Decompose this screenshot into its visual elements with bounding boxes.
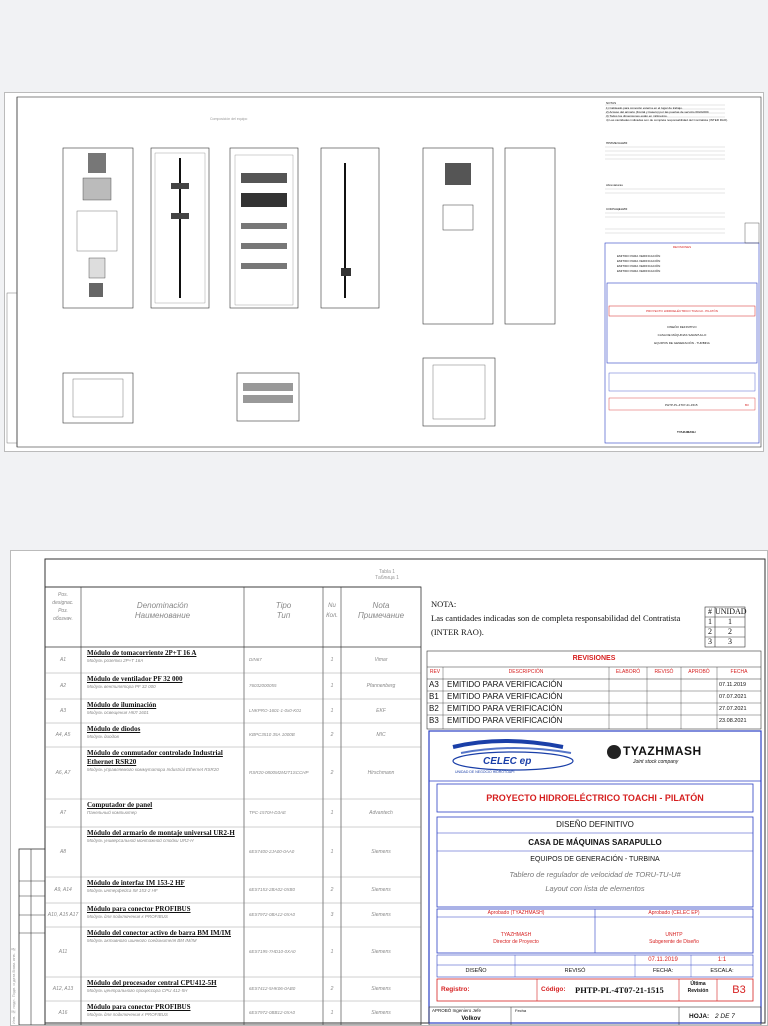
header-note: Nota Примечание (357, 601, 405, 620)
row-4-qty: 2 (330, 770, 334, 776)
row-5-name-ru: Панельный компьютер (87, 810, 137, 815)
row-7-qty: 2 (330, 887, 334, 893)
hoja-value: 2 DE 7 (715, 1013, 735, 1020)
row-10-pos: A12, A13 (52, 986, 74, 992)
row-6-name-ru: Модуль универсальной монтажной стойки UR2-H (87, 838, 194, 843)
rev-row-2-rev: B2 (429, 704, 439, 713)
row-7-pos: A9, A14 (54, 887, 72, 893)
equipment-small: EQUIPOS DE GENERACIÓN - TURBINA (654, 341, 710, 345)
drawing-desc-2: Layout con lista de elementos (545, 884, 645, 893)
tyazhmash-emblem-icon (607, 745, 621, 759)
row-7-note: Siemens (371, 887, 391, 893)
row-4-name-cell (87, 749, 241, 773)
row-0-type: DIN67 (249, 657, 262, 662)
house-name: CASA DE MÁQUINAS SARAPULLO (528, 838, 662, 847)
celec-logo-text: CELEC ep (483, 756, 532, 767)
unidad-header: UNIDAD (715, 607, 747, 616)
row-10-name-ru: Модуль центрального процессора CPU 412-5H (87, 988, 188, 993)
nota-text: Las cantidades indicadas son de completa responsabilidad del Contratista (INTER RAO). (431, 613, 681, 637)
revision-label: Revisión (687, 988, 709, 994)
row-4-note: Hirschmann (367, 770, 395, 776)
drawing-code: PHTP-PL-4T07-21-1515 (575, 985, 664, 995)
row-3-pos: A4, A5 (55, 732, 71, 738)
nota-block (431, 597, 701, 639)
rev-row-2-desc: EMITIDO PARA VERIFICACIÓN (447, 704, 563, 713)
codigo-label: Código: (541, 986, 566, 993)
row-6-name: Módulo del armario de montaje universal UR2-H (87, 829, 235, 837)
rev-row-1-date: 07.07.2021 (719, 694, 747, 700)
project-title-small: PROYECTO HIDROELÉCTRICO TOACHI - PILATÓN (646, 309, 718, 313)
row-8-note: Siemens (371, 912, 391, 918)
celec-logo (443, 737, 583, 777)
row-4-pos: A6, A7 (55, 770, 71, 776)
label-design: DISEÑO (465, 968, 487, 974)
row-3-name-cell (87, 725, 241, 740)
row-10-type: 6ES7412-5HK06-0AB0 (249, 986, 296, 991)
header-pos: Pos. designac. Poз. обознач. (52, 592, 74, 622)
notes-heading: NOTAS (606, 101, 617, 105)
notes-line-4: 4) Las cantidades indicadas son de completa responsabilidad del Contratista (INTER RAO). (606, 118, 729, 122)
table-label (357, 569, 417, 581)
table-label-es: Tabla 1 (378, 569, 396, 575)
row-11-pos: A16 (58, 1010, 68, 1016)
row-2-name-cell (87, 701, 241, 716)
revisiones-title: REVISIONES (572, 655, 616, 662)
equipment-name: EQUIPOS DE GENERACIÓN - TURBINA (530, 856, 660, 863)
row-4-name: Módulo de conmutador controlado Industrial Ethernet RSR20 (87, 749, 223, 766)
row-1-name: Módulo de ventilador PF 32 000 (87, 675, 183, 683)
composition-label: Composición del equipo (210, 117, 248, 121)
row-10-note: Siemens (371, 986, 391, 992)
tyazhmash-logo (605, 743, 755, 775)
row-2-name-ru: Модуль освещения НКЛ 1601 (87, 710, 149, 715)
row-10-qty: 2 (330, 986, 334, 992)
row-6-note: Siemens (371, 849, 391, 855)
rev-row-1-desc: EMITIDO PARA VERIFICACIÓN (447, 692, 563, 701)
tyazhmash-logo-text: TYAZHMASH (623, 744, 702, 758)
notes-line-3: 3) Todos los dimensiones están en milímetros. (606, 114, 668, 118)
rev-col-fecha: FECHA (730, 669, 748, 675)
row-5-note: Advantech (369, 810, 393, 816)
rev-row-0-rev: A3 (429, 680, 439, 689)
design-phase: DISEÑO DEFINITIVO (556, 820, 634, 829)
row-9-pos: A11 (58, 949, 68, 955)
ultima-label: Última (690, 981, 706, 987)
rev-row-1-rev: B1 (429, 692, 439, 701)
header-qty: Nu Кол. (326, 603, 338, 619)
rev-row-3-date: 23.08.2021 (719, 718, 747, 724)
row-3-qty: 2 (330, 732, 334, 738)
rev-col-desc: DESCRIPCIÓN (508, 669, 544, 675)
company-right: UNHTP (665, 932, 683, 938)
row-11-type: 6ES7972-0BB12-0XA0 (249, 1010, 296, 1015)
approved-by-name: Volkov (461, 1016, 481, 1022)
date-value: 07.11.2019 (648, 957, 678, 963)
row-5-type: TPC-1570H-D3AE (249, 810, 287, 815)
row-2-name: Módulo de iluminación (87, 701, 157, 709)
revision-small-3: EMITIDO PARA VERIFICACIÓN (617, 264, 661, 268)
drawing-desc-1: Tablero de regulador de velocidad de TORU-TU-U# (509, 870, 681, 879)
revision-code: B3 (732, 984, 746, 996)
row-8-name-cell (87, 905, 241, 920)
row-8-name-ru: Модуль для подключения к PROFIBUS (87, 914, 168, 919)
row-6-qty: 1 (330, 849, 334, 855)
project-title: PROYECTO HIDROELÉCTRICO TOACHI - PILATÓN (486, 793, 704, 803)
table-label-ru: Таблица 1 (375, 575, 399, 581)
hoja-label: HOJA: (689, 1013, 710, 1020)
header-type: Tipo Тип (275, 601, 292, 620)
rev-col-rev: REV (429, 669, 441, 675)
company-left: TYAZHMASH (500, 932, 532, 938)
brand-small: TYAZHMASH (677, 430, 696, 434)
approved-left-label: Aprobado (TYAZHMASH) (487, 910, 545, 916)
revision-small-1: EMITIDO PARA VERIFICACIÓN (617, 254, 661, 258)
row-3-name: Módulo de diodos (87, 725, 141, 733)
unidad-row-3-num: 3 (708, 637, 712, 646)
rev-row-3-rev: B3 (429, 716, 439, 725)
fecha-small-label: Fecha (515, 1008, 527, 1013)
row-8-name: Módulo para conector PROFIBUS (87, 905, 191, 913)
row-9-qty: 1 (330, 949, 334, 955)
row-1-type: 76032000055 (249, 683, 277, 688)
row-9-type: 6ES7195-7HD10-0XA0 (249, 949, 296, 954)
row-1-qty: 1 (330, 683, 334, 689)
row-0-note: Vimar (374, 657, 388, 663)
design-small: DISEÑO DEFINITIVO (667, 325, 697, 329)
row-7-name-cell (87, 879, 241, 894)
row-11-note: Siemens (371, 1010, 391, 1016)
row-0-name-ru: Модуль розетки 2P+T 16А (87, 658, 144, 663)
rev-col-elaboro: ELABORÓ (615, 669, 641, 675)
unidad-row-3-val: 3 (728, 637, 732, 646)
row-8-type: 6ES7972-0BA12-0XA0 (249, 912, 296, 917)
row-8-pos: A10, A15 A17 (47, 912, 79, 918)
rev-row-0-date: 07.11.2019 (719, 682, 747, 688)
drawing-sheet-detail (10, 550, 768, 1026)
unidad-row-2-val: 2 (728, 627, 732, 636)
row-11-name-cell (87, 1003, 241, 1018)
approved-right-label: Aprobado (CELEC EP) (648, 910, 700, 916)
row-6-type: 6ES7400-2JA00-0AA0 (249, 849, 295, 854)
row-0-name: Módulo de tomacorriente 2P+T 16 A (87, 649, 197, 657)
approved-by-label: APROBÓ Ingeniero Jefe (432, 1008, 482, 1013)
row-10-name-cell (87, 979, 241, 994)
row-0-pos: A1 (59, 657, 67, 663)
rev-col-reviso: REVISÓ (654, 669, 674, 675)
row-11-qty: 1 (330, 1010, 334, 1016)
row-2-pos: A3 (59, 708, 67, 714)
row-1-name-ru: Модуль вентилятора PF 32 000 (87, 684, 156, 689)
row-1-pos: A2 (59, 683, 67, 689)
notes-line-1: 1) Cableado para conexión externa en el lugar de trabajo. (606, 106, 683, 110)
revisions-title-small: REVISIONES (672, 245, 692, 249)
revision-small-4: EMITIDO PARA VERIFICACIÓN (617, 269, 661, 273)
row-1-name-cell (87, 675, 241, 690)
notes-heading-ru: ПРИМЕЧАНИЯ (606, 141, 628, 145)
label-review: REVISÓ (564, 968, 586, 974)
row-7-type: 6ES7153-2BA02-0XB0 (249, 887, 296, 892)
revision-code-small: B3 (745, 403, 749, 407)
row-11-name-ru: Модуль для подключения к PROFIBUS (87, 1012, 168, 1017)
unidad-hash: # (708, 607, 712, 616)
row-4-type: RSR20-0800M2M2T1SCCHP (249, 770, 309, 775)
row-5-qty: 1 (330, 810, 334, 816)
tyazhmash-logo-sub: Joint stock company (633, 759, 679, 765)
row-7-name: Módulo de interfaz IM 153-2 HF (87, 879, 185, 887)
role-left: Director de Proyecto (493, 939, 539, 945)
row-4-name-ru: Модуль управляемого коммутатора Industrial Ethernet RSR20 (87, 767, 219, 772)
row-0-name-cell (87, 649, 241, 664)
notes-line-2: 2) Acceso del armario (frontal y trasero) por las puertas de servicio 00x0x000. (606, 110, 710, 114)
registro-label: Registro: (441, 986, 470, 993)
row-0-qty: 1 (330, 657, 334, 663)
label-date: FECHA: (652, 968, 674, 974)
row-8-qty: 3 (330, 912, 334, 918)
abbreviations-heading-ru: СОКРАЩЕНИЯ (606, 207, 628, 211)
row-5-name-cell (87, 801, 241, 816)
row-5-pos: A7 (59, 810, 67, 816)
unidad-row-2-num: 2 (708, 627, 712, 636)
row-3-note: MIC (376, 732, 386, 738)
row-2-note: EKF (376, 708, 386, 714)
row-11-name: Módulo para conector PROFIBUS (87, 1003, 191, 1011)
rev-row-0-desc: EMITIDO PARA VERIFICACIÓN (447, 680, 563, 689)
row-2-type: LNKPRO-1601-1-0x0-K01 (249, 708, 302, 713)
label-scale: ESCALA: (710, 968, 734, 974)
rev-col-aprobo: APROBÓ (688, 669, 710, 675)
row-5-name: Computador de panel (87, 801, 153, 809)
row-9-name: Módulo del conector activo de barra BM IM/IM (87, 929, 231, 937)
row-10-name: Módulo del procesador central CPU412-5H (87, 979, 217, 987)
code-small: PHTP-PL-4T07-21-1515 (665, 403, 698, 407)
header-name: Denominación Наименование (134, 601, 191, 620)
row-3-name-ru: Модуль диодов (87, 734, 119, 739)
unidad-row-1-val: 1 (728, 617, 732, 626)
rev-row-3-desc: EMITIDO PARA VERIFICACIÓN (447, 716, 563, 725)
rev-row-2-date: 27.07.2021 (719, 706, 747, 712)
row-7-name-ru: Модуль интерфейса IM 153-2 HF (87, 888, 158, 893)
row-6-pos: A8 (59, 849, 67, 855)
drawing-sheet-overview (4, 92, 764, 452)
unidad-row-1-num: 1 (708, 617, 712, 626)
row-3-type: KBPC3510 35А 1000В (249, 732, 295, 737)
row-1-note: Pfannenberg (366, 683, 396, 689)
row-6-name-cell (87, 829, 241, 844)
left-stamp-text: Инв. № подл. Подп. и дата Взам. инв. № (11, 947, 16, 1024)
house-small: CASA DE MÁQUINAS SARAPULLO (657, 333, 707, 337)
celec-logo-sub: UNIDAD DE NEGOCIO HIDROTOAPI (455, 770, 515, 774)
row-9-note: Siemens (371, 949, 391, 955)
scale-value: 1:1 (717, 957, 727, 963)
row-9-name-ru: Модуль активного шинного соединителя BM IM/IM (87, 938, 197, 943)
row-2-qty: 1 (330, 708, 334, 714)
revision-small-2: EMITIDO PARA VERIFICACIÓN (617, 259, 661, 263)
nota-title: NOTA: (431, 599, 457, 609)
role-right: Subgerente de Diseño (649, 939, 699, 945)
row-9-name-cell (87, 929, 241, 944)
abbreviations-heading: Abreviaturas (606, 183, 623, 187)
